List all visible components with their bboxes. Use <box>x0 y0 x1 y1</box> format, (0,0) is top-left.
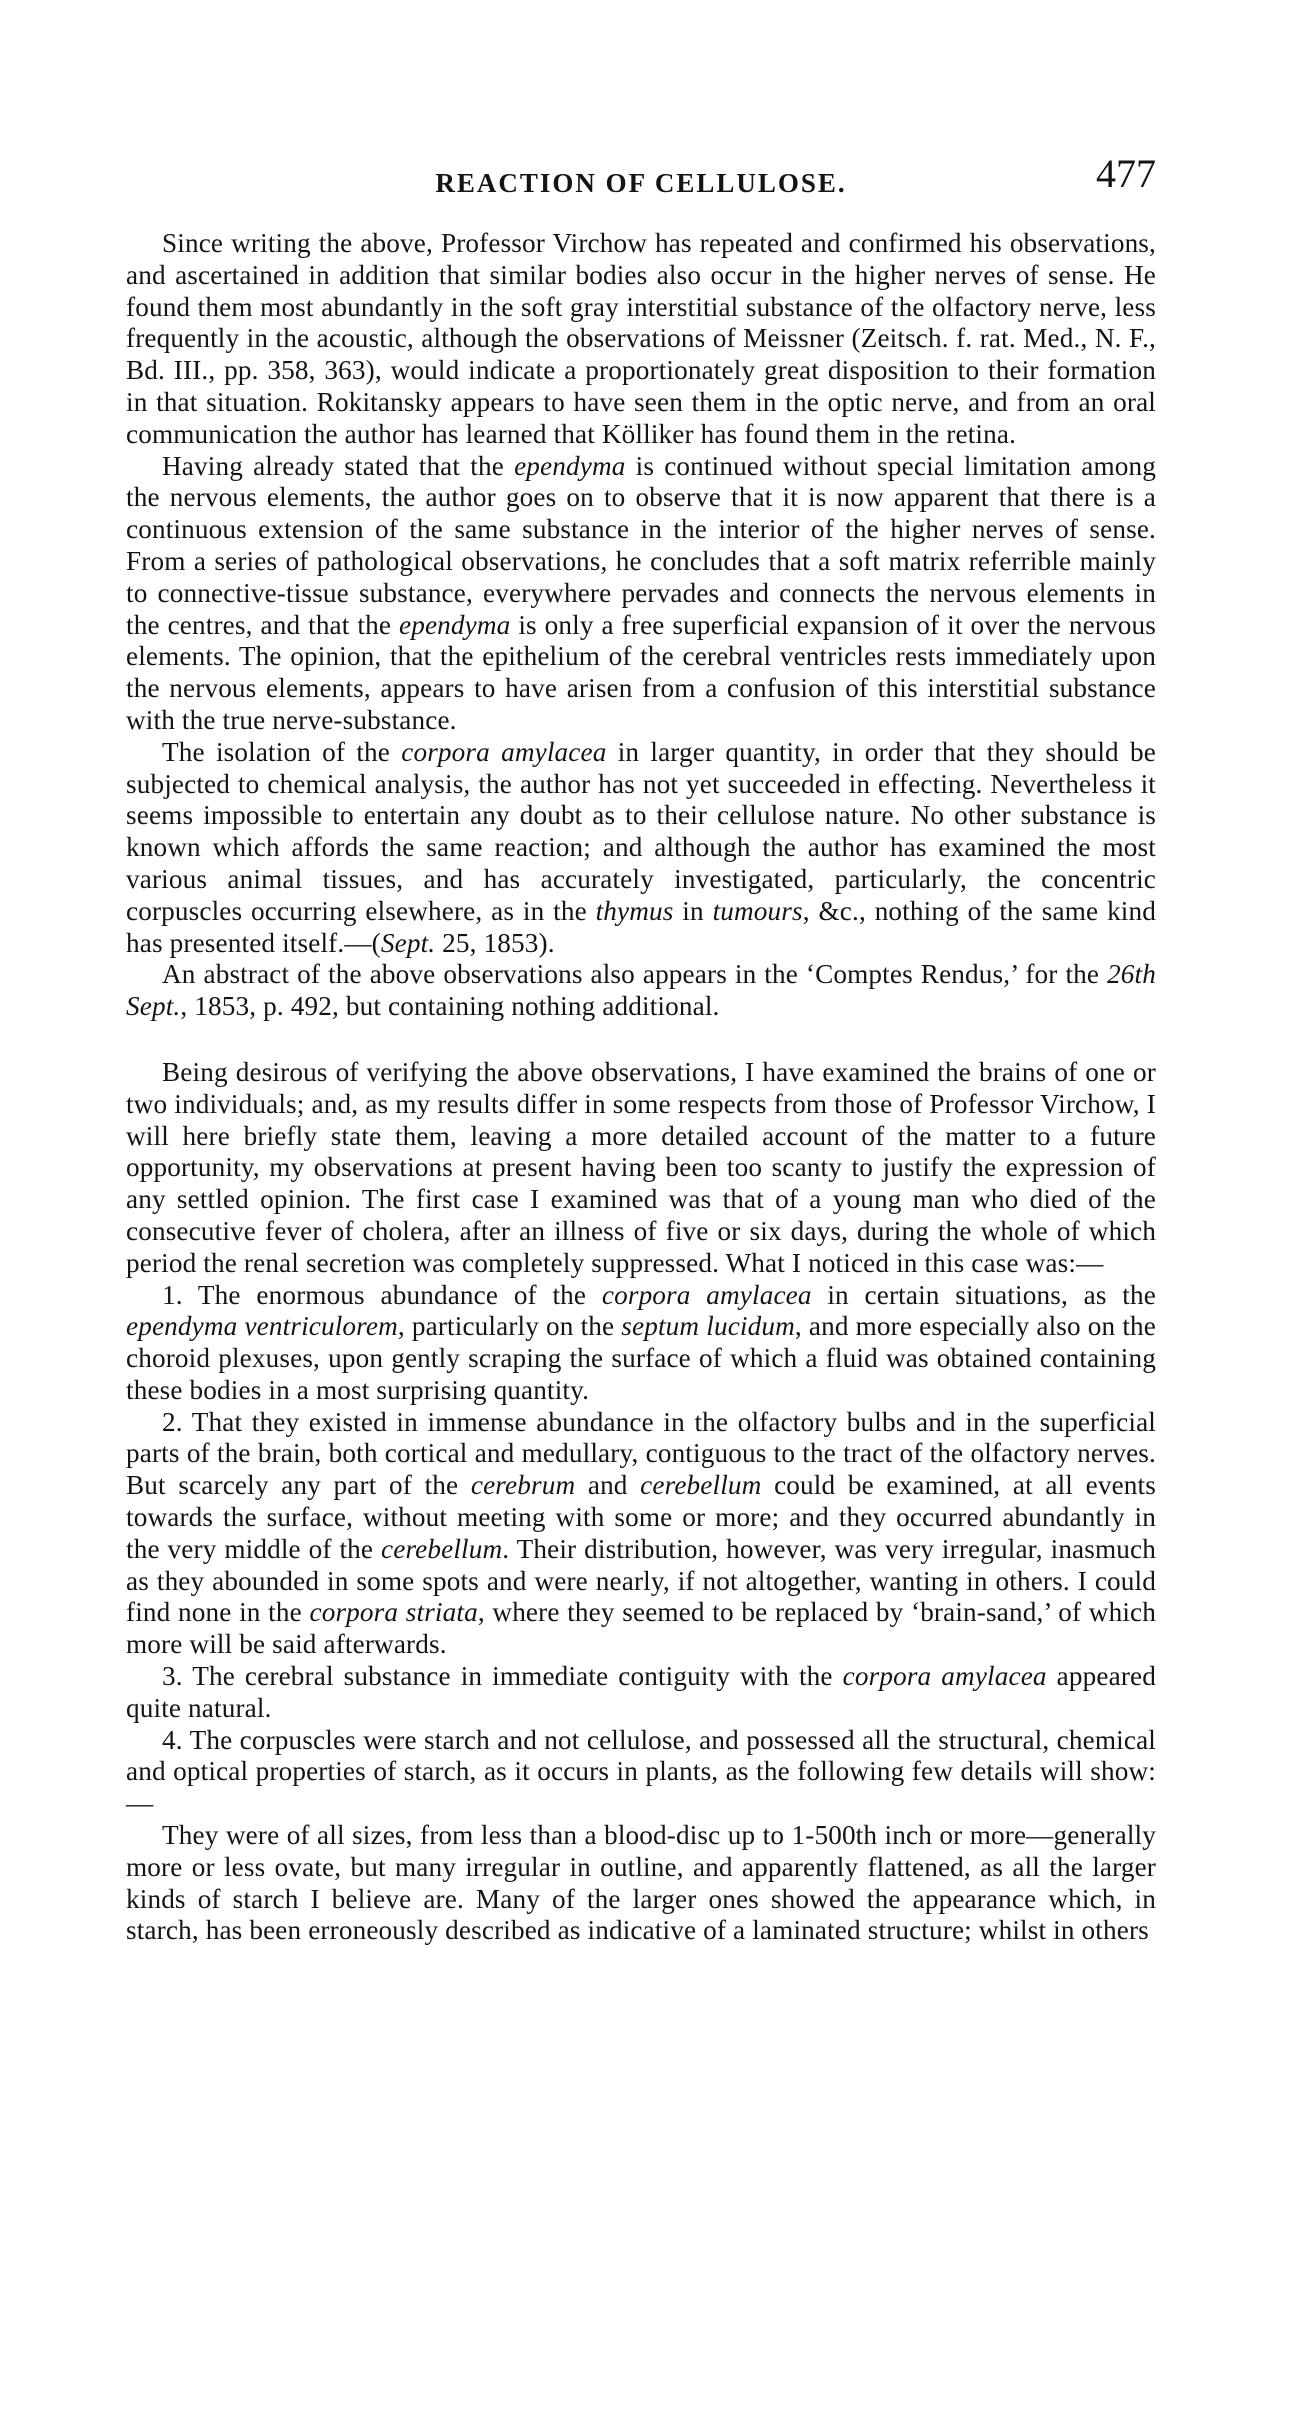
text-run: is only a free superficial expansion of it over the nervous elements. The opinion, that the epithelium of the cerebral ventricles rests immediately upon the nervous elements, appears to have arisen from a confusion of this interstitial substance with the true nerve-substance. <box>126 609 1156 735</box>
text-run: 3. The cerebral substance in immediate contiguity with the <box>162 1661 843 1692</box>
numbered-paragraph <box>126 1280 1156 1407</box>
text-run: 4. The corpuscles were starch and not cellulose, and possessed all the structural, chemical and optical properties of starch, as it occurs in plants, as the following few details will show:— <box>126 1724 1156 1819</box>
italic-term: ependyma <box>398 609 511 640</box>
paragraph <box>126 959 1156 1023</box>
text-run: is continued without special limitation among the nervous elements, the author goes on to observe that it is now apparent that there is a continuous extension of the same substance in the interior of the higher nerves of sense. From a series of pathological observations, he concludes that a soft matrix referrible mainly to connective-tissue substance, everywhere pervades and connects the nervous elements in the centres, and that the <box>126 450 1156 640</box>
text-run: They were of all sizes, from less than a blood-disc up to 1-500th inch or more—generally more or less ovate, but many irregular in outline, and apparently flattened, as all the larger kinds of starch I believe are. Many of the larger ones showed the appearance which, in starch, has been erroneously described as indicative of a laminated structure; whilst in others <box>126 1820 1156 1946</box>
italic-term: tumours <box>712 895 803 926</box>
text-run: . Their distribution, however, was very irregular, inasmuch as they abounded in some spots and were nearly, if not altogether, wanting in others. I could find none in the <box>126 1533 1157 1628</box>
italic-term: septum lucidum <box>621 1311 795 1342</box>
text-run: in certain situations, as the <box>811 1279 1156 1310</box>
text-run: 2. That they existed in immense abundance in the olfactory bulbs and in the superficial parts of the brain, both cortical and medullary, contiguous to the tract of the olfactory nerves. But scarcely any part of the <box>126 1406 1156 1501</box>
text-run: The isolation of the <box>162 736 402 767</box>
numbered-paragraph <box>126 1725 1156 1820</box>
book-page <box>126 150 1156 1947</box>
text-run: , where they seemed to be replaced by ‘brain-sand,’ of which more will be said afterwards. <box>126 1597 1156 1660</box>
text-run: , particularly on the <box>397 1311 622 1342</box>
italic-term: 26th Sept. <box>126 959 1156 1022</box>
page-header <box>126 150 1156 210</box>
paragraph <box>126 1820 1156 1947</box>
text-run: Being desirous of verifying the above observations, I have examined the brains of one or two individuals; and, as my results differ in some respects from those of Professor Virchow, I will here briefly state them, leaving a more detailed account of the matter to a future opportunity, my observations at present having been too scanty to justify the expression of any settled opinion. The first case I examined was that of a young man who died of the consecutive fever of cholera, after an illness of five or six days, during the whole of which period the renal secretion was completely suppressed. What I noticed in this case was:— <box>126 1056 1156 1278</box>
page-number: 477 <box>1096 151 1156 196</box>
text-run: could be examined, at all events towards the surface, without meeting with some or more; and they occurred abundantly in the very middle of the <box>126 1470 1156 1564</box>
paragraph <box>126 228 1156 451</box>
italic-term: cerebrum <box>470 1470 576 1501</box>
paragraph <box>126 1057 1156 1280</box>
body-text <box>126 228 1156 1947</box>
numbered-paragraph <box>126 1407 1156 1661</box>
text-run: 1. The enormous abundance of the <box>162 1279 602 1310</box>
text-run: in <box>673 895 713 926</box>
italic-term: cerebellum <box>381 1533 503 1564</box>
italic-term: Sept. <box>380 927 436 958</box>
numbered-paragraph <box>126 1661 1156 1725</box>
text-run: , 1853, p. 492, but containing nothing additional. <box>180 991 720 1022</box>
text-run: Having already stated that the <box>162 450 515 481</box>
text-run: , and more especially also on the choroid plexuses, upon gently scraping the surface of which a fluid was obtained containing these bodies in a most surprising quantity. <box>126 1311 1156 1405</box>
italic-term: ependyma ventriculorem <box>126 1311 398 1342</box>
text-run: 25, 1853). <box>435 927 555 958</box>
italic-term: thymus <box>595 895 674 926</box>
text-run: and <box>575 1470 641 1501</box>
text-run: An abstract of the above observations also appears in the ‘Comptes Rendus,’ for the <box>162 959 1108 990</box>
paragraph <box>126 451 1156 737</box>
italic-term: corpora amylacea <box>601 1279 812 1310</box>
text-run: Since writing the above, Professor Virchow has repeated and confirmed his observations, and ascertained in addition that similar bodies also occur in the higher nerves of sense. He found them most abundantly in the soft gray interstitial substance of the olfactory nerve, less frequently in the acoustic, although the observations of Meissner (Zeitsch. f. rat. Med., N. F., Bd. III., pp. 358, 363), would indicate a proportionately great disposition to their formation in that situation. Rokitansky appears to have seen them in the optic nerve, and from an oral communication the author has learned that Kölliker has found them in the retina. <box>126 228 1156 449</box>
italic-term: cerebellum <box>640 1470 762 1501</box>
text-run: in larger quantity, in order that they should be subjected to chemical analysis, the author has not yet succeeded in effecting. Nevertheless it seems impossible to entertain any doubt as to their cellulose nature. No other substance is known which affords the same reaction; and although the author has examined the most various animal tissues, and has accurately investigated, particularly, the concentric corpuscles occurring elsewhere, as in the <box>126 736 1156 926</box>
italic-term: corpora amylacea <box>401 736 607 767</box>
text-run: , &c., nothing of the same kind has presented itself.—( <box>126 895 1157 958</box>
running-title: REACTION OF CELLULOSE. <box>435 168 847 198</box>
text-run: appeared quite natural. <box>126 1661 1156 1723</box>
paragraph <box>126 737 1156 960</box>
italic-term: ependyma <box>514 450 626 481</box>
section-gap <box>126 1023 1156 1057</box>
italic-term: corpora amylacea <box>842 1661 1047 1692</box>
italic-term: corpora striata <box>309 1597 478 1628</box>
